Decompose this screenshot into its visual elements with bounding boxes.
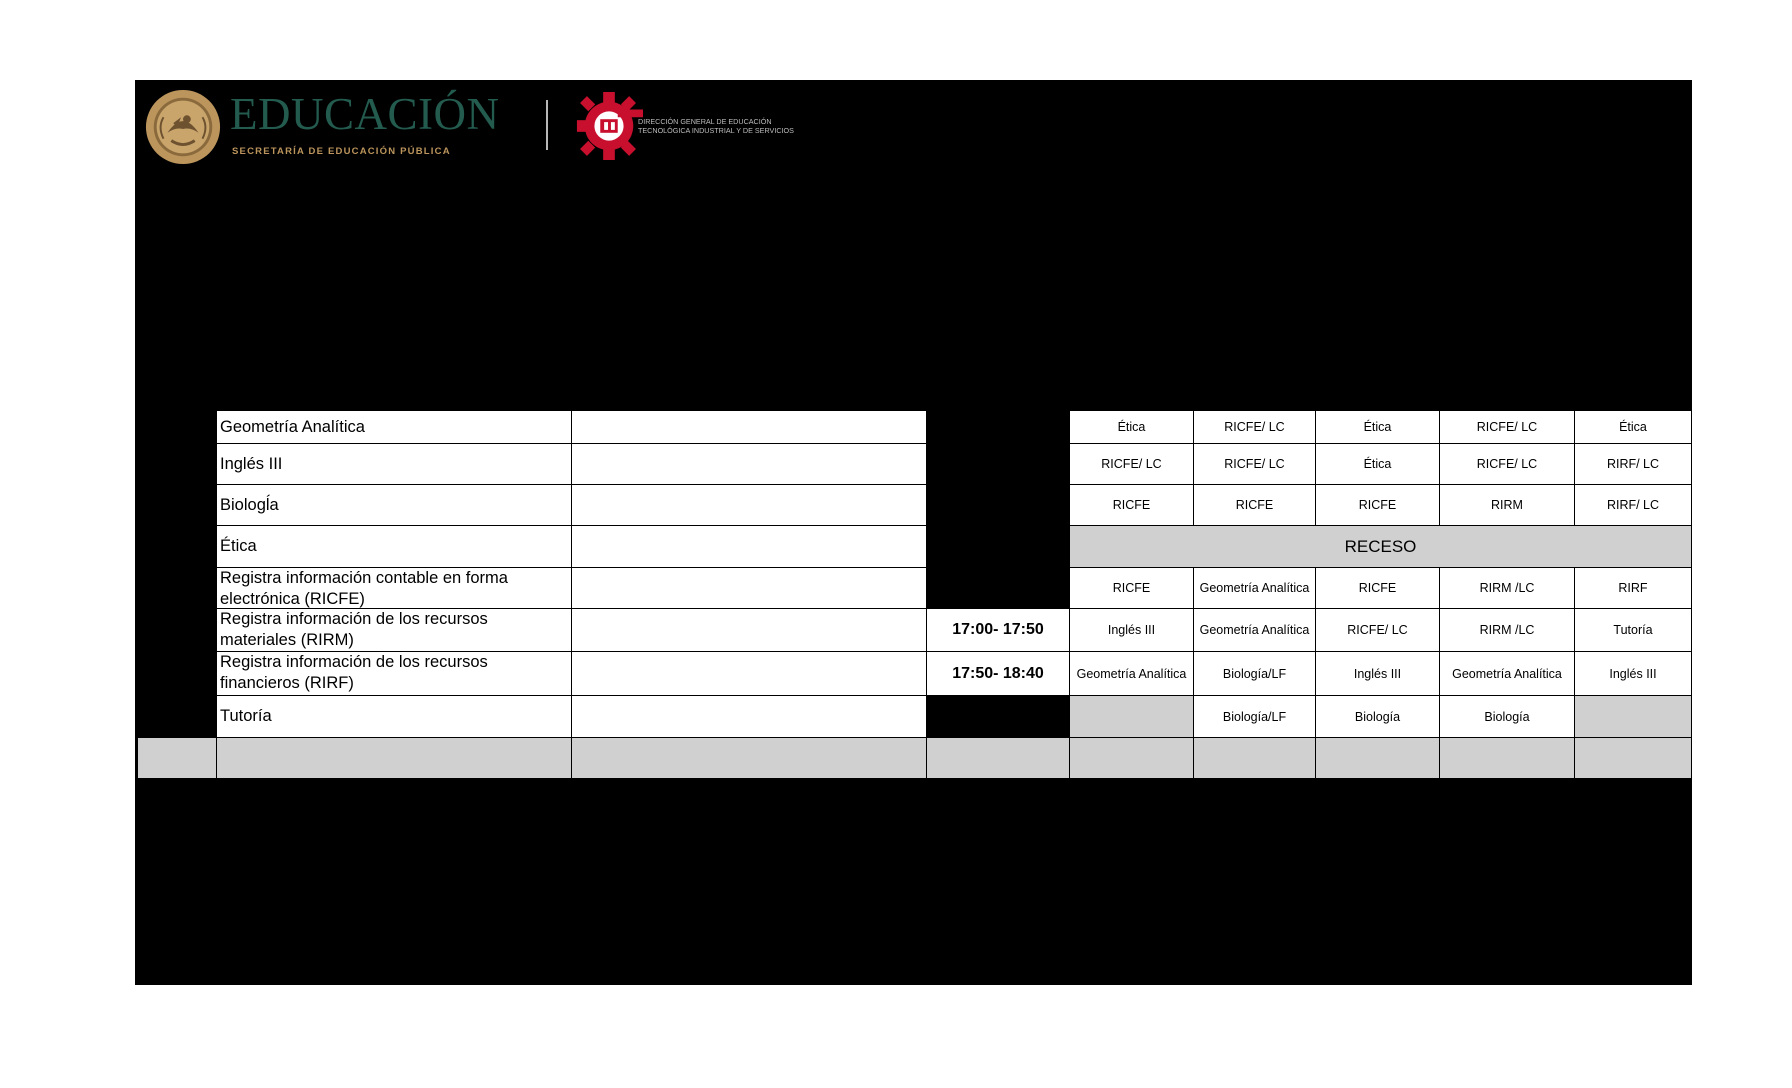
footer-cell — [1315, 737, 1440, 779]
schedule-cell: RIRM /LC — [1439, 608, 1575, 652]
schedule-cell: RICFE/ LC — [1439, 443, 1575, 485]
schedule-cell: Biología — [1439, 695, 1575, 738]
schedule-cell: RICFE/ LC — [1439, 410, 1575, 444]
schedule-cell: Inglés III — [1315, 651, 1440, 696]
schedule-cell: RIRF/ LC — [1574, 484, 1692, 526]
footer-cell — [571, 737, 927, 779]
sep-logo — [230, 90, 530, 160]
schedule-cell: Biología — [1315, 695, 1440, 738]
recess-cell: RECESO — [1069, 525, 1692, 568]
schedule-cell: Geometría Analítica — [1193, 608, 1316, 652]
schedule-cell: Biología/LF — [1193, 651, 1316, 696]
schedule-cell: Geometría Analítica — [1069, 651, 1194, 696]
schedule-cell: Biología/LF — [1193, 695, 1316, 738]
teacher-cell — [571, 443, 927, 485]
schedule-cell: Geometría Analítica — [1439, 651, 1575, 696]
subject-cell: Registra información de los recursos materiales (RIRM) — [216, 608, 572, 652]
subject-cell: Tutoría — [216, 695, 572, 738]
schedule-cell: RIRF/ LC — [1574, 443, 1692, 485]
schedule-cell: RICFE/ LC — [1193, 443, 1316, 485]
teacher-cell — [571, 608, 927, 652]
schedule-cell: Ética — [1315, 443, 1440, 485]
schedule-cell: RICFE — [1193, 484, 1316, 526]
time-cell: 17:00- 17:50 — [926, 608, 1070, 652]
schedule-cell: Ética — [1069, 410, 1194, 444]
teacher-cell — [571, 651, 927, 696]
national-seal-icon — [144, 88, 222, 166]
footer-cell — [926, 737, 1070, 779]
schedule-cell: Inglés III — [1069, 608, 1194, 652]
sep-logo-title: EDUCACIÓN — [230, 89, 500, 139]
teacher-cell — [571, 525, 927, 568]
dgeti-logo-text — [638, 117, 794, 135]
subject-cell: Biologĺa — [216, 484, 572, 526]
footer-cell — [1574, 737, 1692, 779]
subject-cell: Registra información de los recursos financieros (RIRF) — [216, 651, 572, 696]
teacher-cell — [571, 484, 927, 526]
schedule-cell: RICFE — [1069, 484, 1194, 526]
schedule-cell: RIRM /LC — [1439, 567, 1575, 609]
schedule-cell: Geometría Analítica — [1193, 567, 1316, 609]
schedule-sheet — [135, 80, 1692, 985]
schedule-cell: RIRM — [1439, 484, 1575, 526]
dgeti-text-line2: TECNOLÓGICA INDUSTRIAL Y DE SERVICIOS — [638, 126, 794, 135]
schedule-cell: Inglés III — [1574, 651, 1692, 696]
schedule-cell: Tutoría — [1574, 608, 1692, 652]
schedule-cell: RIRF — [1574, 567, 1692, 609]
footer-cell — [216, 737, 572, 779]
logo-divider — [546, 100, 548, 150]
subject-cell: Geometría Analítica — [216, 410, 572, 444]
footer-cell — [1069, 737, 1194, 779]
footer-cell — [1439, 737, 1575, 779]
schedule-cell: Ética — [1574, 410, 1692, 444]
schedule-cell-empty — [1069, 695, 1194, 738]
schedule-cell: RICFE/ LC — [1193, 410, 1316, 444]
schedule-cell: RICFE/ LC — [1315, 608, 1440, 652]
schedule-cell: RICFE — [1315, 484, 1440, 526]
subject-cell: Registra información contable en forma electrónica (RICFE) — [216, 567, 572, 609]
dgeti-text-line1: DIRECCIÓN GENERAL DE EDUCACIÓN — [638, 117, 772, 126]
dgeti-gear-icon — [575, 90, 643, 162]
teacher-cell — [571, 695, 927, 738]
subject-cell: Inglés III — [216, 443, 572, 485]
schedule-cell: RICFE/ LC — [1069, 443, 1194, 485]
footer-cell — [137, 737, 217, 779]
schedule-cell: RICFE — [1069, 567, 1194, 609]
schedule-cell-empty — [1574, 695, 1692, 738]
time-cell: 17:50- 18:40 — [926, 651, 1070, 696]
subject-cell: Ética — [216, 525, 572, 568]
footer-cell — [1193, 737, 1316, 779]
sep-logo-subtitle: SECRETARÍA DE EDUCACIÓN PÚBLICA — [232, 146, 451, 157]
schedule-cell: RICFE — [1315, 567, 1440, 609]
teacher-cell — [571, 567, 927, 609]
teacher-cell — [571, 410, 927, 444]
schedule-cell: Ética — [1315, 410, 1440, 444]
